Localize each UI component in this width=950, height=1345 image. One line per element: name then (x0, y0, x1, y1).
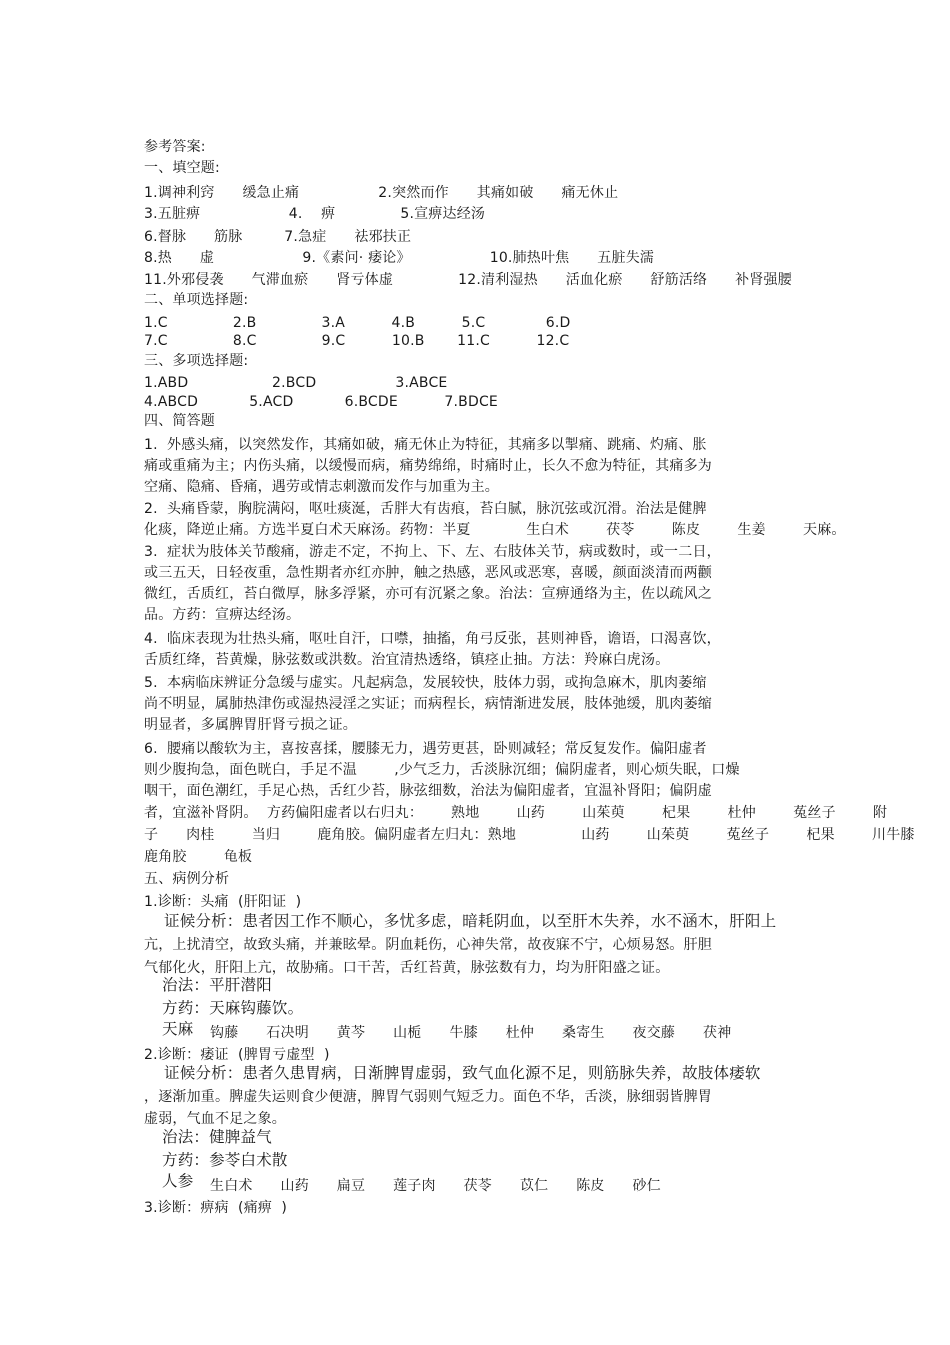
text-line: 一、填空题: (144, 160, 220, 176)
text-line: 方药：参苓白术散 (162, 1151, 288, 1169)
text-line: 治法：健脾益气 (162, 1128, 272, 1146)
text-line: 1.ABD 2.BCD 3.ABCE (144, 375, 448, 391)
text-line: ，逐渐加重。脾虚失运则食少便溏，脾胃气弱则气短乏力。面色不华，舌淡，脉细弱皆脾胃 (144, 1089, 712, 1105)
text-line: 6.督脉 筋脉 7.急症 祛邪扶正 (144, 229, 412, 245)
text-line: 人参 (162, 1172, 194, 1190)
text-line: 或三五天，日轻夜重，急性期者亦红亦肿，触之热感，恶风或恶寒，喜暖，颜面淡清而两颧 (144, 565, 712, 581)
text-line: 五、病例分析 (144, 871, 230, 887)
text-line: 钩藤 石决明 黄芩 山栀 牛膝 杜仲 桑寄生 夜交藤 茯神 (210, 1025, 732, 1041)
text-line: 者，宜滋补肾阴。 方药偏阳虚者以右归丸： 熟地 山药 山茱萸 杞果 杜仲 菟丝子 附 (144, 805, 888, 821)
text-line: 6. 腰痛以酸软为主，喜按喜揉，腰膝无力，遇劳更甚，卧则减轻；常反复发作。偏阳虚者 (144, 741, 707, 757)
text-line: 亢，上扰清空，故致头痛，并兼眩晕。阴血耗伤，心神失常，故夜寐不宁，心烦易怒。肝胆 (144, 937, 712, 953)
text-line: 痛或重痛为主；内伤头痛，以缓慢而病，痛势绵绵，时痛时止，长久不愈为特征，其痛多为 (144, 458, 712, 474)
text-line: 气郁化火，肝阳上亢，故胁痛。口干苦，舌红苔黄，脉弦数有力，均为肝阳盛之证。 (144, 960, 670, 976)
text-line: 咽干，面色潮红，手足心热，舌红少苔，脉弦细数，治法为偏阳虚者，宜温补肾阳；偏阴虚 (144, 783, 712, 799)
text-line: 三、多项选择题: (144, 353, 249, 369)
text-line: 尚不明显，属肺热津伤或湿热浸淫之实证；而病程长，病情渐进发展，肢体弛缓，肌肉萎缩 (144, 696, 712, 712)
text-line: 四、简答题 (144, 413, 215, 429)
text-line: 天麻 (162, 1020, 194, 1038)
text-line: 方药：天麻钩藤饮。 (162, 999, 304, 1017)
text-line: 7.C 8.C 9.C 10.B 11.C 12.C (144, 333, 570, 349)
text-line: 子 肉桂 当归 鹿角胶。偏阴虚者左归丸：熟地 山药 山茱萸 菟丝子 杞果 川牛膝 (144, 827, 915, 843)
text-line: 证候分析：患者久患胃病，日渐脾胃虚弱，致气血化源不足，则筋脉失养，故肢体痿软 (164, 1064, 761, 1082)
text-line: 二、单项选择题: (144, 292, 249, 308)
text-line: 1.C 2.B 3.A 4.B 5.C 6.D (144, 315, 571, 331)
text-line: 舌质红绛，苔黄燥，脉弦数或洪数。治宜清热透络，镇痉止抽。方法：羚麻白虎汤。 (144, 652, 670, 668)
text-line: 3. 症状为肢体关节酸痛，游走不定，不拘上、下、左、右肢体关节，病或数时，或一二日， (144, 544, 721, 560)
text-line: 品。方药：宣痹达经汤。 (144, 607, 301, 623)
text-line: 空痛、隐痛、昏痛，遇劳或情志刺激而发作与加重为主。 (144, 479, 499, 495)
text-line: 5. 本病临床辨证分急缓与虚实。凡起病急，发展较快，肢体力弱，或拘急麻木，肌肉萎缩 (144, 675, 707, 691)
text-line: 参考答案: (144, 139, 206, 155)
text-line: 化痰，降逆止痛。方选半夏白术天麻汤。药物：半夏 生白术 茯苓 陈皮 生姜 天麻。 (144, 522, 846, 538)
text-line: 2.诊断：痿证 (脾胃亏虚型 ) (144, 1047, 330, 1063)
text-line: 1. 外感头痛，以突然发作，其痛如破，痛无休止为特征，其痛多以掣痛、跳痛、灼痛、胀 (144, 437, 707, 453)
text-line: 3.诊断：痹病 (痛痹 ) (144, 1200, 288, 1216)
text-line: 4. 临床表现为壮热头痛，呕吐自汗，口噤，抽搐，角弓反张，甚则神昏，谵语，口渴喜饮， (144, 631, 721, 647)
text-line: 2. 头痛昏蒙，胸脘满闷，呕吐痰涎，舌胖大有齿痕，苔白腻，脉沉弦或沉滑。治法是健脾 (144, 501, 707, 517)
text-line: 生白术 山药 扁豆 莲子肉 茯苓 苡仁 陈皮 砂仁 (210, 1178, 661, 1194)
text-line: 1.诊断：头痛 (肝阳证 ) (144, 894, 302, 910)
text-line: 则少腹拘急，面色晄白，手足不温 ,少气乏力，舌淡脉沉细；偏阴虚者，则心烦失眠，口燥 (144, 762, 740, 778)
text-line: 3.五脏痹 4. 痹 5.宣痹达经汤 (144, 206, 486, 222)
text-line: 1.调神利窍 缓急止痛 2.突然而作 其痛如破 痛无休止 (144, 185, 619, 201)
text-line: 微红，舌质红，苔白微厚，脉多浮紧，亦可有沉紧之象。治法：宣痹通络为主，佐以疏风之 (144, 586, 712, 602)
text-line: 4.ABCD 5.ACD 6.BCDE 7.BDCE (144, 394, 498, 410)
text-line: 11.外邪侵袭 气滞血瘀 肾亏体虚 12.清利湿热 活血化瘀 舒筋活络 补肾强腰 (144, 272, 792, 288)
text-line: 证候分析：患者因工作不顺心，多忧多虑，暗耗阴血，以至肝木失养，水不涵木，肝阳上 (164, 912, 777, 930)
text-line: 鹿角胶 龟板 (144, 849, 253, 865)
text-line: 8.热 虚 9.《素问· 痿论》 10.肺热叶焦 五脏失濡 (144, 250, 655, 266)
text-line: 明显者，多属脾胃肝肾亏损之证。 (144, 717, 357, 733)
text-line: 虚弱，气血不足之象。 (144, 1111, 286, 1127)
text-line: 治法：平肝潜阳 (162, 976, 272, 994)
